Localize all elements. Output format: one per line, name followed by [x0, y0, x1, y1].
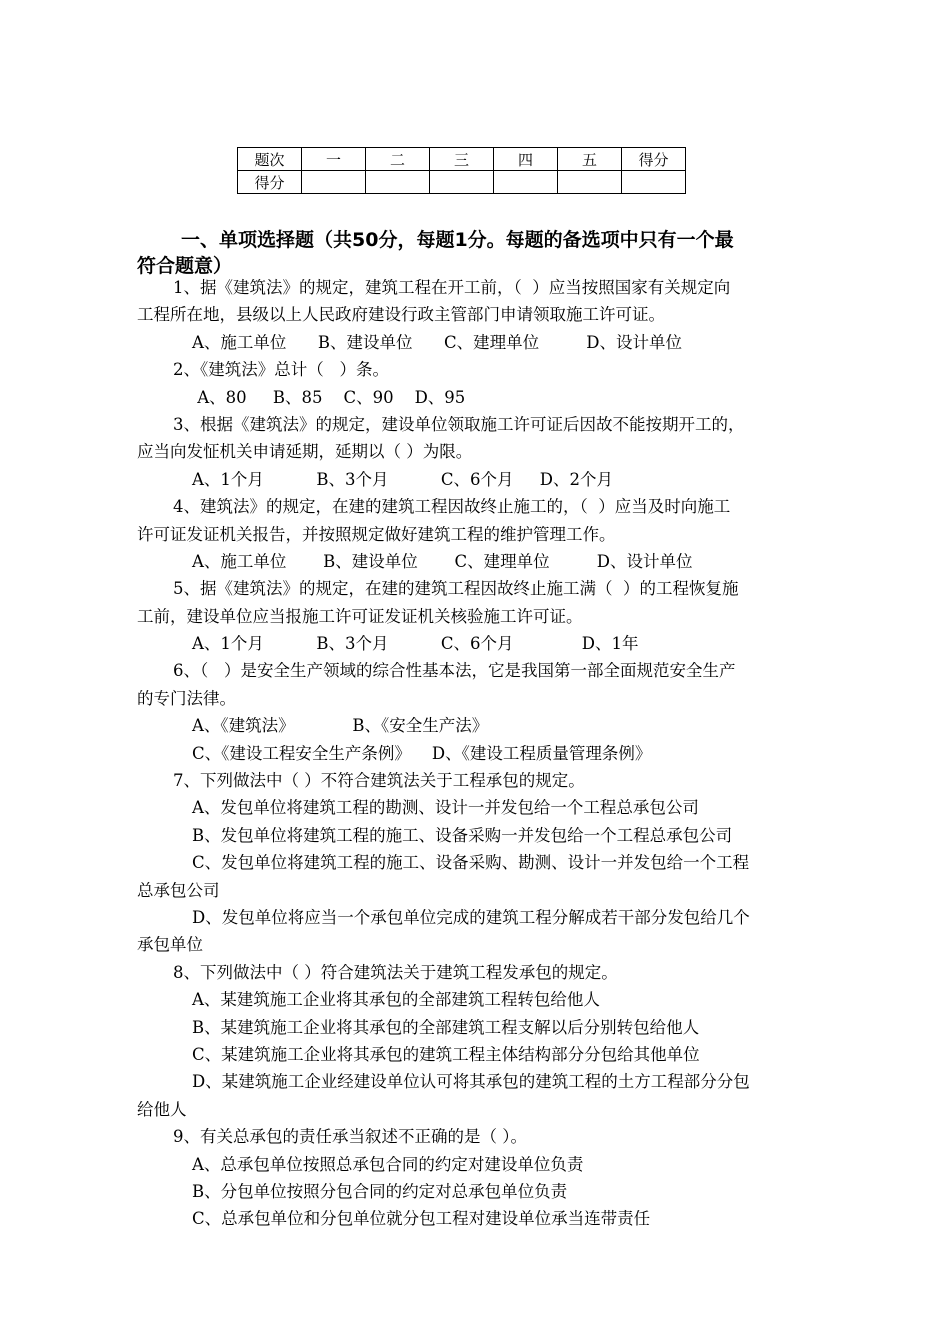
section-heading-line: 符合题意） — [137, 255, 233, 277]
question-8-option-continued: 给他人 — [137, 1099, 187, 1119]
question-8-option: A、某建筑施工企业将其承包的全部建筑工程转包给他人 — [192, 990, 600, 1010]
score-table-cell: 得分 — [622, 148, 686, 171]
question-9-line: 9、有关总承包的责任承当叙述不正确的是（ ）。 — [173, 1127, 527, 1147]
question-7-option: A、发包单位将建筑工程的勘测、设计一并发包给一个工程总承包公司 — [192, 798, 699, 818]
question-1-line: 工程所在地，县级以上人民政府建设行政主管部门申请领取施工许可证。 — [137, 305, 665, 325]
question-5-options: A、1个月 B、3个月 C、6个月 D、1年 — [192, 634, 639, 654]
score-table-cell — [302, 171, 366, 194]
question-2-line: 2、《建筑法》总计（ ）条。 — [173, 360, 389, 380]
score-table-cell — [558, 171, 622, 194]
question-8-line: 8、下列做法中（ ）符合建筑法关于建筑工程发承包的规定。 — [173, 962, 618, 982]
question-7-option: D、发包单位将应当一个承包单位完成的建筑工程分解成若干部分发包给几个 — [192, 907, 750, 927]
score-table-cell: 得分 — [238, 171, 302, 194]
question-4-line: 4、建筑法》的规定，在建的建筑工程因故终止施工的，（ ）应当及时向施工 — [173, 497, 731, 517]
question-1-options: A、施工单位 B、建设单位 C、建理单位 D、设计单位 — [192, 332, 683, 352]
score-table-cell: 五 — [558, 148, 622, 171]
score-table-cell: 三 — [430, 148, 494, 171]
question-list — [137, 274, 837, 1233]
question-8-option: D、某建筑施工企业经建设单位认可将其承包的建筑工程的土方工程部分分包 — [192, 1072, 750, 1092]
score-table-cell: 一 — [302, 148, 366, 171]
question-6-options: A、《建筑法》 B、《安全生产法》 — [192, 716, 489, 736]
score-table-cell — [622, 171, 686, 194]
section-heading — [137, 227, 837, 279]
score-table-cell — [430, 171, 494, 194]
question-3-line: 3、根据《建筑法》的规定，建设单位领取施工许可证后因故不能按期开工的， — [173, 414, 745, 434]
question-8-option: B、某建筑施工企业将其承包的全部建筑工程支解以后分别转包给他人 — [192, 1017, 700, 1037]
question-7-option-continued: 承包单位 — [137, 935, 203, 955]
question-6-line: 6、（ ）是安全生产领域的综合性基本法，它是我国第一部全面规范安全生产 — [173, 661, 736, 681]
question-3-options: A、1个月 B、3个月 C、6个月 D、2个月 — [192, 469, 614, 489]
question-7-line: 7、下列做法中（ ）不符合建筑法关于工程承包的规定。 — [173, 771, 585, 791]
question-7-option-continued: 总承包公司 — [137, 880, 220, 900]
score-table-cell: 四 — [494, 148, 558, 171]
score-table-cell: 题次 — [238, 148, 302, 171]
question-9-option: C、总承包单位和分包单位就分包工程对建设单位承当连带责任 — [192, 1209, 651, 1229]
score-table-cell: 二 — [366, 148, 430, 171]
question-2-options: A、80 B、85 C、90 D、95 — [192, 387, 466, 407]
question-4-line: 许可证发证机关报告，并按照规定做好建筑工程的维护管理工作。 — [137, 524, 616, 544]
question-8-option: C、某建筑施工企业将其承包的建筑工程主体结构部分分包给其他单位 — [192, 1044, 700, 1064]
question-9-option: B、分包单位按照分包合同的约定对总承包单位负责 — [192, 1181, 568, 1201]
question-5-line: 工前，建设单位应当报施工许可证发证机关核验施工许可证。 — [137, 606, 583, 626]
question-4-options: A、施工单位 B、建设单位 C、建理单位 D、设计单位 — [192, 551, 693, 571]
question-1-line: 1、据《建筑法》的规定，建筑工程在开工前，（ ）应当按照国家有关规定向 — [173, 278, 731, 297]
score-table — [237, 147, 686, 194]
score-table-header-row — [238, 148, 686, 171]
question-3-line: 应当向发怔机关申请延期，延期以（ ）为限。 — [137, 442, 473, 462]
question-7-option: C、发包单位将建筑工程的施工、设备采购、勘测、设计一并发包给一个工程 — [192, 853, 750, 873]
score-table-score-row — [238, 171, 686, 194]
question-6-options: C、《建设工程安全生产条例》 D、《建设工程质量管理条例》 — [192, 743, 652, 763]
question-7-option: B、发包单位将建筑工程的施工、设备采购一并发包给一个工程总承包公司 — [192, 825, 733, 845]
score-table-cell — [366, 171, 430, 194]
question-9-option: A、总承包单位按照总承包合同的约定对建设单位负责 — [192, 1154, 584, 1174]
section-heading-line: 一、单项选择题（共50分，每题1分。每题的备选项中只有一个最 — [181, 229, 734, 251]
question-6-line: 的专门法律。 — [137, 688, 236, 708]
question-5-line: 5、据《建筑法》的规定，在建的建筑工程因故终止施工满（ ）的工程恢复施 — [173, 579, 739, 599]
score-table-cell — [494, 171, 558, 194]
